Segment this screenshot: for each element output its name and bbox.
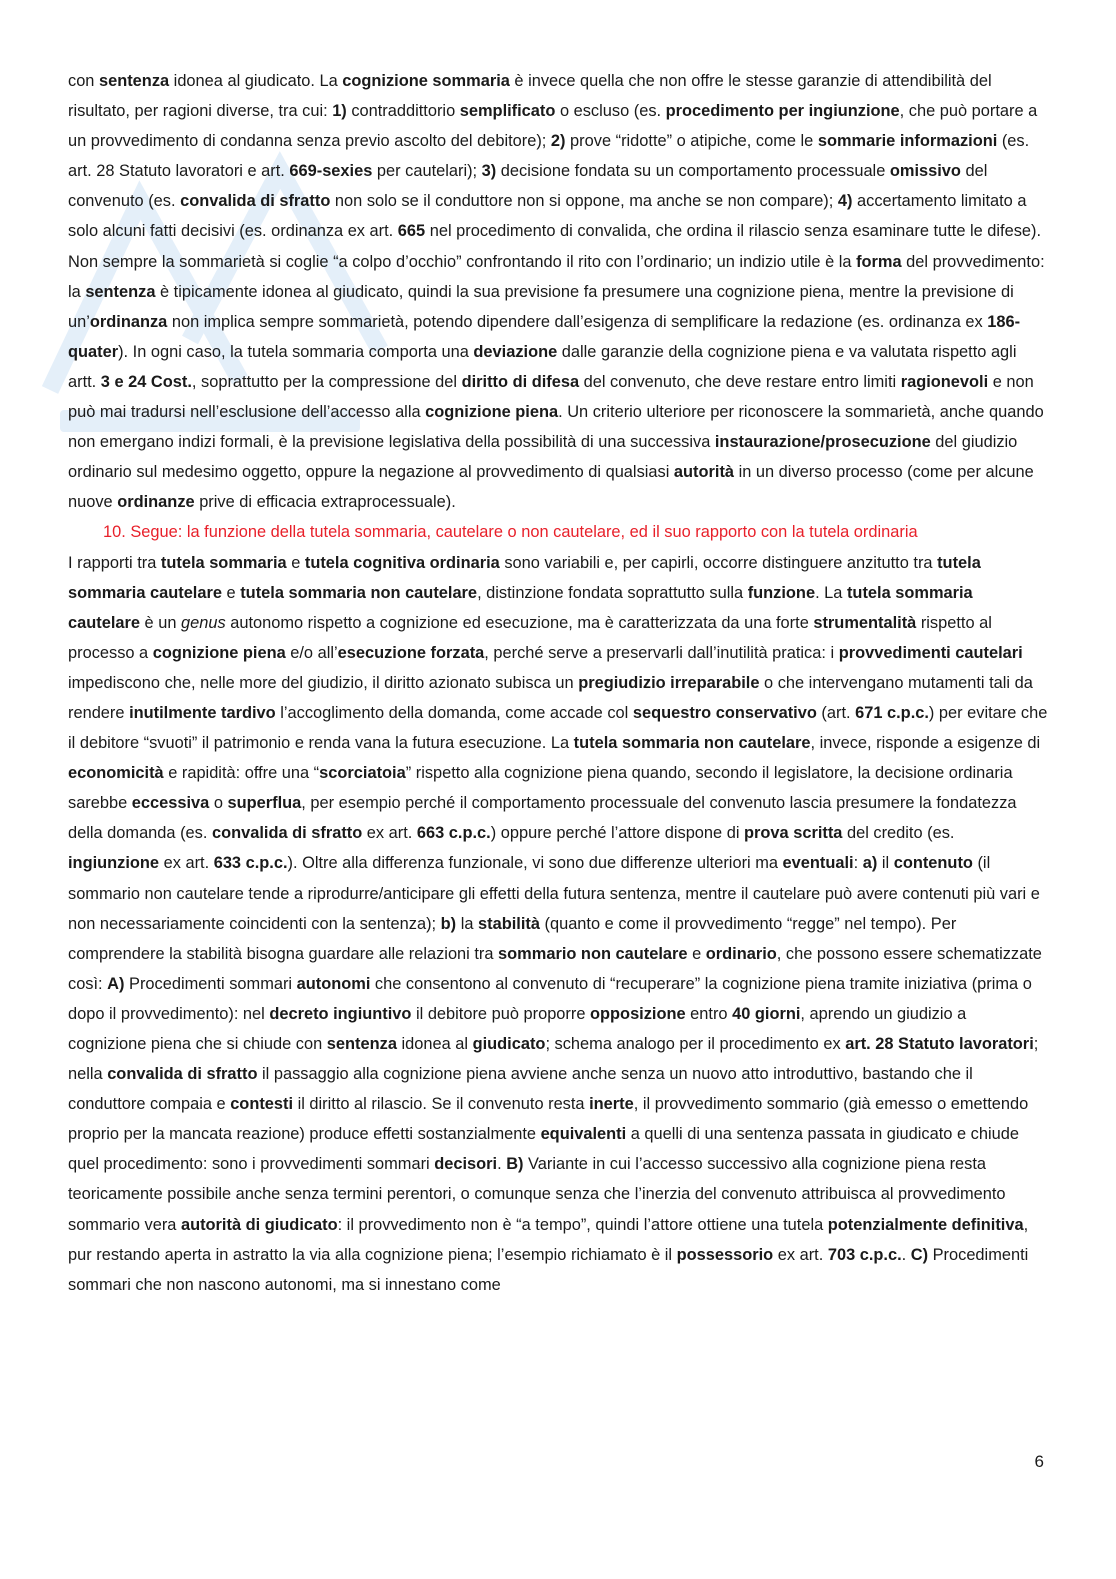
text-run: e rapidità: offre una “ [163,764,320,783]
bold-term: decisori [434,1155,498,1174]
text-run: , aprendo un giudizio a cognizione piena che si chiude con [68,1004,967,1053]
text-run: e [221,583,241,602]
bold-term: eventuali [782,854,854,873]
text-run: accertamento limitato a solo alcuni fatti decisivi (es. ordinanza ex art. [68,192,1027,241]
text-run: . La [815,583,847,602]
text-run: in un diverso processo (come per alcune nuove [68,463,1034,512]
text-run: , distinzione fondata soprattutto sulla [477,583,748,602]
bold-term: sommario non cautelare [498,944,688,963]
text-run: I rapporti tra [68,553,161,572]
text-run: del credito (es. [842,824,955,843]
italic-term: genus [181,613,226,632]
text-run: il diritto al rilascio. Se il convenuto resta [293,1095,590,1114]
text-run: ; nella [68,1035,1039,1084]
text-run: , che possono essere schematizzate così: [68,944,1042,993]
text-run: non solo se il conduttore non si oppone, ma anche se non compare); [330,192,838,211]
bold-term: contesti [230,1095,294,1114]
text-run: ). Oltre alla differenza funzionale, vi sono due differenze ulteriori ma [287,854,783,873]
bold-term: sommarie informazioni [817,132,998,151]
bold-term: convalida di sfratto [107,1065,258,1084]
body-text [68,66,1048,1300]
text-run: rispetto al processo a [68,613,992,662]
text-run: (art. [816,703,856,722]
bold-term: 703 c.p.c. [827,1245,902,1264]
bold-term: autorità di giudicato [180,1215,338,1234]
bold-term: ordinanze [117,493,195,512]
bold-term: sentenza [326,1035,397,1053]
bold-term: 3 e 24 Cost. [100,372,192,391]
bold-term: convalida di sfratto [180,192,331,211]
bold-term: C) [910,1245,929,1264]
text-run: (il sommario non cautelare tende a riprodurre/anticipare gli effetti della futura sentenza, mentre il cautelare può avere contenuti più vari e non necessariamente coincidenti con la sentenza); [68,854,1040,933]
text-run: idonea al [396,1035,473,1053]
text-run: impediscono che, nelle more del giudizio, il diritto azionato subisca un [68,673,579,692]
text-run: prove “ridotte” o atipiche, come le [565,132,818,151]
text-run: decisione fondata su un comportamento processuale [496,162,890,181]
bold-term: 633 c.p.c. [213,854,288,873]
text-run: , perché serve a preservarli dall’inutilità pratica: i [484,643,839,662]
text-run: ex art. [362,824,417,843]
text-run: il debitore può proporre [411,1004,591,1023]
bold-term: ordinario [705,944,777,963]
bold-term: stabilità [478,914,540,933]
text-run: il [877,854,894,873]
text-run: non implica sempre sommarietà, potendo dipendere dall’esigenza di semplificare la redazione (es. ordinanza ex [167,312,988,331]
bold-term: cognizione piena [425,403,559,422]
bold-term: cognizione piena [152,643,286,662]
bold-term: equivalenti [540,1125,627,1144]
page-number: 6 [1034,1452,1044,1471]
bold-term: 2) [550,132,566,151]
text-run: del giudizio ordinario sul medesimo oggetto, oppure la negazione al provvedimento di qualsiasi [68,433,1018,482]
text-run: idonea al giudicato. La [169,72,343,90]
bold-term: ordinanza [89,312,168,331]
bold-term: sentenza [98,72,170,90]
text-run: contraddittorio [346,102,460,121]
bold-term: forma [856,252,902,271]
bold-term: tutela cognitiva ordinaria [304,553,500,572]
bold-term: giudicato [472,1035,546,1053]
bold-term: 3) [481,162,497,181]
bold-term: 186-quater [68,312,1021,361]
text-run: ex art. [159,854,214,873]
bold-term: b) [440,914,457,933]
bold-term: semplificato [459,102,556,121]
bold-term: procedimento per ingiunzione [665,102,900,121]
text-run: prive di efficacia extraprocessuale). [194,493,456,512]
bold-term: autorità [673,463,735,482]
text-run: la [456,914,479,933]
bold-term: 665 [397,222,426,241]
bold-term: ingiunzione [68,854,160,873]
bold-term: possessorio [676,1245,774,1264]
bold-term: superflua [227,794,302,813]
text-run: che consentono al convenuto di “recuperare” la cognizione piena tramite iniziativa (prima o dopo il provvedimento): nel [68,974,1032,1023]
text-run: , che può portare a un provvedimento di condanna senza previo ascolto del debitore); [68,102,1038,151]
text-run: . Un criterio ulteriore per riconoscere la sommarietà, anche quando non emergano indizi formali, è la previsione legislativa della possibilità di una successiva [68,403,1044,452]
text-run: sono variabili e, per capirli, occorre distinguere anzitutto tra [499,553,938,572]
bold-term: a) [862,854,878,873]
bold-term: art. 28 Statuto lavoratori [845,1035,1034,1053]
text-run: e/o all’ [285,643,338,662]
text-run: (quanto e come il provvedimento “regge” nel tempo). Per comprendere la stabilità bisogna guardare alle relazioni tra [68,914,957,963]
bold-term: convalida di sfratto [211,824,363,843]
bold-term: 1) [332,102,347,121]
text-run: e [286,553,305,572]
text-run: Variante in cui l’accesso successivo alla cognizione piena resta teoricamente possibile anche senza termini perentori, o comunque senza che l’inerzia del convenuto attribuisca al provvedimento sommario vera [68,1155,1006,1234]
bold-term: autonomi [296,974,371,993]
text-run: entro [685,1004,733,1023]
text-run: del convenuto (es. [68,162,988,211]
bold-term: potenzialmente definitiva [827,1215,1024,1234]
text-run: è tipicamente idonea al giudicato, quindi la sua previsione fa presumere una cognizione piena, mentre la previsione di un’ [68,282,1014,331]
text-run: ; schema analogo per il procedimento ex [545,1035,846,1053]
bold-term: B) [506,1155,524,1174]
bold-term: sequestro conservativo [632,703,817,722]
paragraph-sommarieta [68,66,1048,517]
text-run: , invece, risponde a esigenze di [810,734,1041,753]
text-run: del convenuto, che deve restare entro limiti [579,372,901,391]
text-run: : il provvedimento non è “a tempo”, quindi l’attore ottiene una tutela [337,1215,828,1234]
text-run: , soprattutto per la compressione del [191,372,462,391]
text-run: e [687,944,706,963]
text-run: (es. art. 28 Statuto lavoratori e art. [68,132,1030,181]
bold-term: funzione [747,583,816,602]
text-run: l’accoglimento della domanda, come accade col [275,703,633,722]
bold-term: opposizione [590,1004,686,1023]
text-run: a quelli di una sentenza passata in giudicato e chiude quel procedimento: sono i provvedimenti sommari [68,1125,1019,1174]
bold-term: esecuzione forzata [337,643,485,662]
text-run: Procedimenti sommari che non nascono autonomi, ma si innestano come [68,1245,1029,1294]
bold-term: provvedimenti cautelari [838,643,1023,662]
bold-term: ragionevoli [900,372,989,391]
text-run: : [853,854,863,873]
text-run: o che intervengano mutamenti tali da rendere [68,673,1033,722]
text-run: autonomo rispetto a cognizione ed esecuzione, ma è caratterizzata da una forte [225,613,814,632]
bold-term: decreto ingiuntivo [269,1004,412,1023]
bold-term: scorciatoia [319,764,406,783]
bold-term: cognizione sommaria [342,72,510,90]
paragraph-funzione-tutela [68,548,1048,1300]
bold-term: inutilmente tardivo [129,703,276,722]
text-run: o escluso (es. [555,102,666,121]
bold-term: economicità [68,764,164,783]
bold-term: eccessiva [131,794,210,813]
text-run: ” rispetto alla cognizione piena quando, secondo il legislatore, la decisione ordinaria sarebbe [68,764,1013,813]
bold-term: strumentalità [813,613,917,632]
text-run: è un [139,613,181,632]
text-run: , pur restando aperta in astratto la via alla cognizione piena; l’esempio richiamato è il [68,1215,1029,1264]
bold-term: sentenza [85,282,156,301]
bold-term: 669-sexies [289,162,373,181]
text-run: , per esempio perché il comportamento processuale del convenuto lascia presumere la fondatezza della domanda (es. [68,794,1017,843]
text-run: e non può mai tradursi nell’esclusione dell’accesso alla [68,372,1034,422]
bold-term: tutela sommaria non cautelare [240,583,478,602]
text-run: per cautelari); [372,162,482,181]
bold-term: inerte [589,1095,634,1114]
bold-term: 40 giorni [732,1004,801,1023]
text-run: o [209,794,228,813]
text-run: ex art. [773,1245,828,1264]
text-run: dalle garanzie della cognizione piena e va valutata rispetto agli artt. [68,342,1017,391]
bold-term: 663 c.p.c. [416,824,491,843]
text-run: con [68,72,99,90]
bold-term: tutela sommaria non cautelare [573,734,811,753]
bold-term: A) [107,974,125,993]
text-run: il passaggio alla cognizione piena avviene anche senza un nuovo atto introduttivo, bastando che il conduttore compaia e [68,1065,973,1114]
text-run: nel procedimento di convalida, che ordina il rilascio senza esaminare tutte le difese). Non sempre la sommarietà si coglie “a colpo d’occhio” confrontando il rito con l’ordinario; un indizio utile è la [68,222,1042,271]
text-run: del provvedimento: la [68,252,1045,301]
bold-term: contenuto [893,854,973,873]
bold-term: omissivo [889,162,961,181]
text-run: , il provvedimento sommario (già emesso o emettendo proprio per la mancata reazione) produce effetti sostanzialmente [68,1095,1029,1144]
section-heading: 10. Segue: la funzione della tutela sommaria, cautelare o non cautelare, ed il suo rapporto con la tutela ordinaria [103,523,918,542]
bold-term: tutela sommaria cautelare [68,553,981,602]
text-run: Procedimenti sommari [124,974,297,993]
text-run: ) oppure perché l’attore dispone di [490,824,745,843]
bold-term: tutela sommaria cautelare [68,583,973,632]
text-run: ). In ogni caso, la tutela sommaria comporta una [118,342,474,361]
bold-term: 671 c.p.c. [855,703,929,722]
text-run: ) per evitare che il debitore “svuoti” il patrimonio e renda vana la futura esecuzione. La [68,703,1048,753]
text-run: è invece quella che non offre le stesse garanzie di attendibilità del risultato, per ragioni diverse, tra cui: [68,72,992,121]
bold-term: tutela sommaria [160,553,287,572]
bold-term: instaurazione/prosecuzione [714,433,931,452]
bold-term: diritto di difesa [461,372,580,391]
bold-term: prova scritta [744,824,843,843]
bold-term: deviazione [473,342,558,361]
bold-term: 4) [837,192,853,211]
text-run: . [901,1245,911,1264]
text-run: . [497,1155,507,1174]
bold-term: pregiudizio irreparabile [578,673,760,692]
